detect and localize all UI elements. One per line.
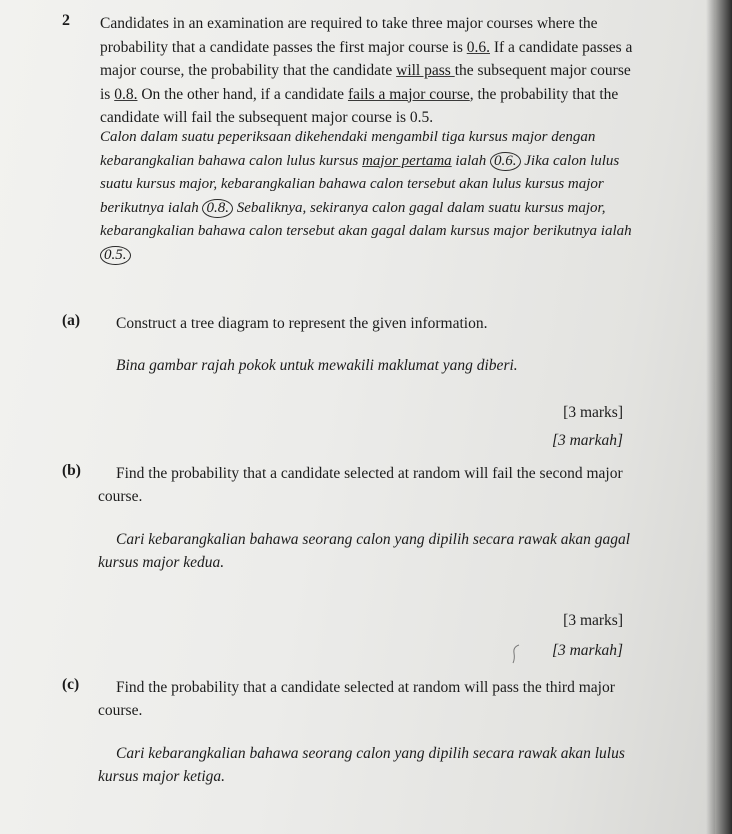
major-pertama-phrase: major pertama	[362, 152, 452, 169]
circled-probability-first: 0.6.	[490, 152, 521, 171]
part-b-english: Find the probability that a candidate selected at random will fail the second major course.	[98, 465, 623, 505]
part-b-label: (b)	[62, 462, 81, 479]
fail-phrase: fails a major course	[347, 85, 470, 103]
part-a-malay: Bina gambar rajah pokok untuk mewakili maklumat yang diberi.	[116, 357, 518, 374]
part-b-markah: [3 markah]	[551, 642, 623, 659]
part-a-marks: [3 marks]	[563, 404, 623, 421]
part-b-marks: [3 marks]	[563, 612, 623, 629]
circled-probability-fail-next: 0.5.	[100, 246, 131, 265]
part-c-english: Find the probability that a candidate selected at random will pass the third major course.	[98, 679, 615, 719]
pass-phrase: will pass	[396, 62, 455, 79]
part-c-malay: Cari kebarangkalian bahawa seorang calon yang dipilih secara rawak akan lulus kursus major ketiga.	[98, 745, 625, 785]
part-a-markah: [3 markah]	[551, 432, 623, 449]
probability-first-pass: 0.6.	[466, 38, 490, 56]
part-b-malay: Cari kebarangkalian bahawa seorang calon yang dipilih secara rawak akan gagal kursus major kedua.	[98, 531, 631, 571]
circled-probability-pass-next: 0.8.	[202, 199, 233, 218]
question-text-malay: Calon dalam suatu peperiksaan dikehendaki mengambil tiga kursus major dengan kebarangkalian bahawa calon lulus kursus major pertama ialah 0.6. Jika calon lulus suatu kursus major, kebarangkalian bahawa calon tersebut akan lulus kursus major berikutnya ialah 0.8. Sebaliknya, sekiranya calon gagal dalam suatu kursus major, kebarangkalian bahawa calon tersebut akan gagal dalam kursus major berikutnya ialah 0.5.	[100, 129, 632, 263]
question-text-english: Candidates in an examination are required to take three major courses where the probability that a candidate passes the first major course is 0.6. If a candidate passes a major course, the probability that the candidate will pass the subsequent major course is 0.8. On the other hand, if a candidate fails a major course, the probability that the candidate will fail the subsequent major course is 0.5.	[100, 15, 633, 126]
page-edge-shadow	[706, 0, 732, 834]
part-a-english: Construct a tree diagram to represent the given information.	[116, 315, 488, 332]
probability-pass-next: 0.8.	[114, 85, 138, 103]
part-c-label: (c)	[62, 676, 80, 693]
question-number: 2	[62, 12, 70, 29]
pencil-mark	[510, 643, 522, 665]
part-a-label: (a)	[62, 312, 81, 329]
